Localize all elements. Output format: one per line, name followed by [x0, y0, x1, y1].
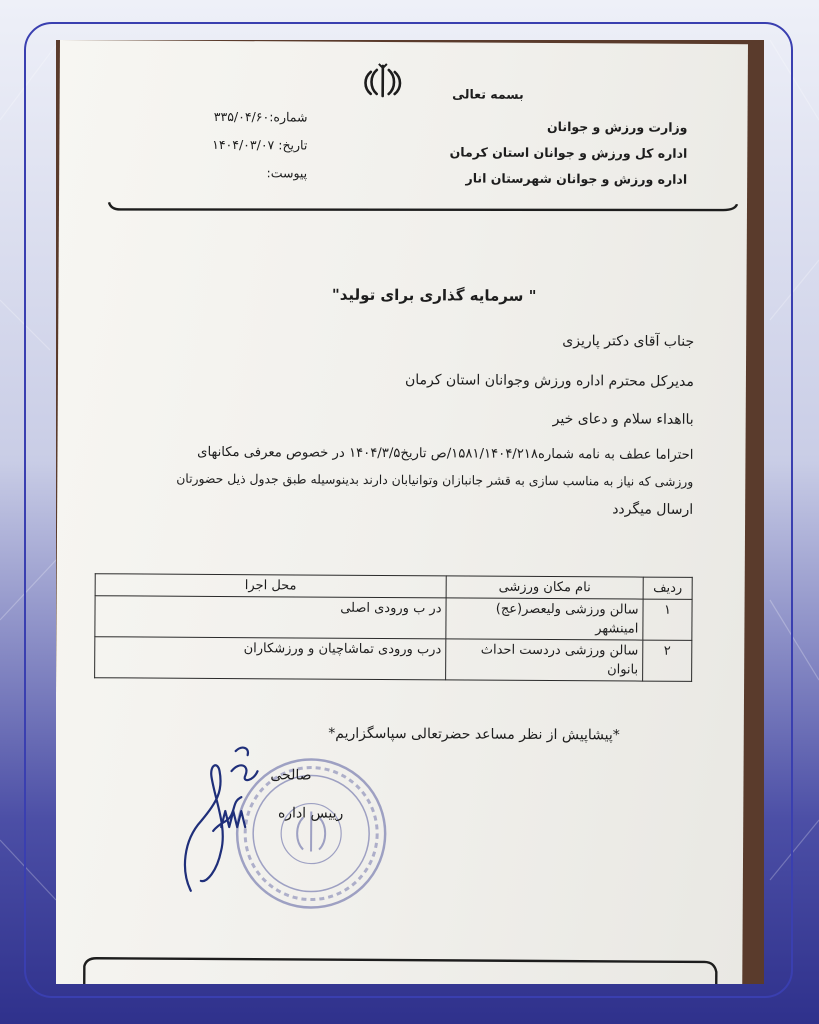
- table-row: [95, 596, 692, 641]
- document-photo: [56, 40, 764, 984]
- org-line-city: اداره ورزش و جوانان شهرستان انار: [465, 170, 688, 187]
- signer-name: صالحی: [270, 767, 312, 784]
- org-line-province: اداره کل ورزش و جوانان استان کرمان: [449, 144, 688, 161]
- signature-mark: [161, 731, 282, 902]
- attachment-label: پیوست:: [266, 165, 308, 181]
- body-line-1: احتراما عطف به نامه شماره۱۵۸۱/۱۴۰۴/۲۱۸/ص تاریخ۱۴۰۴/۳/۵ در خصوص معرفی مکانهای: [197, 444, 694, 463]
- row-number: ۲: [643, 640, 692, 681]
- place-name-line: بانوان: [607, 662, 639, 678]
- header-cell-place: نام مکان ورزشی: [446, 576, 643, 599]
- footer-box: [80, 954, 720, 984]
- closing-line: *پیشاپیش از نظر مساعد حضرتعالی سپاسگزاریم*: [328, 725, 620, 744]
- iran-emblem-icon: [360, 62, 406, 102]
- row-number: ۱: [643, 599, 692, 640]
- place-name-line: سالن ورزشی ولیعصر(عج): [495, 601, 639, 618]
- invocation: بسمه تعالی: [452, 86, 524, 102]
- date-label: تاریخ:: [278, 137, 308, 153]
- addressee-position: مدیرکل محترم اداره ورزش وجوانان استان کرمان: [404, 372, 694, 390]
- addressee: جناب آقای دکتر پاریزی: [562, 333, 695, 350]
- number-value: ۳۳۵/۰۴/۶۰: [213, 108, 270, 125]
- place-name-line: سالن ورزشی دردست احداث: [480, 642, 639, 659]
- org-line-ministry: وزارت ورزش و جوانان: [546, 118, 688, 135]
- number-label: شماره:: [269, 109, 308, 125]
- places-table: [94, 573, 693, 682]
- location: در ب ورودی اصلی: [95, 596, 446, 639]
- header-cell-location: محل اجرا: [95, 574, 446, 598]
- signer-title: رییس اداره: [277, 805, 344, 822]
- place-name-line: امینشهر: [595, 621, 639, 637]
- place-name: [446, 639, 643, 681]
- table-row: [95, 637, 692, 682]
- date-value: ۱۴۰۴/۰۳/۰۷: [212, 136, 275, 153]
- place-name: [446, 598, 643, 640]
- body-line-3: ارسال میگردد: [612, 501, 694, 518]
- greeting: بااهداء سلام و دعای خیر: [552, 411, 694, 428]
- location: درب ورودی تماشاچیان و ورزشکاران: [95, 637, 446, 680]
- letter-paper: [56, 40, 748, 984]
- header-cell-row: ردیف: [643, 577, 692, 599]
- body-line-2: ورزشی که نیاز به مناسب سازی به قشر جانبازان وتوانیابان دارند بدینوسیله طبق جدول ذیل حضورتان: [176, 470, 694, 489]
- header-divider: [103, 200, 743, 218]
- letter-number: [214, 109, 308, 125]
- slogan: " سرمایه گذاری برای تولید": [331, 285, 537, 305]
- letter-date: [212, 137, 307, 153]
